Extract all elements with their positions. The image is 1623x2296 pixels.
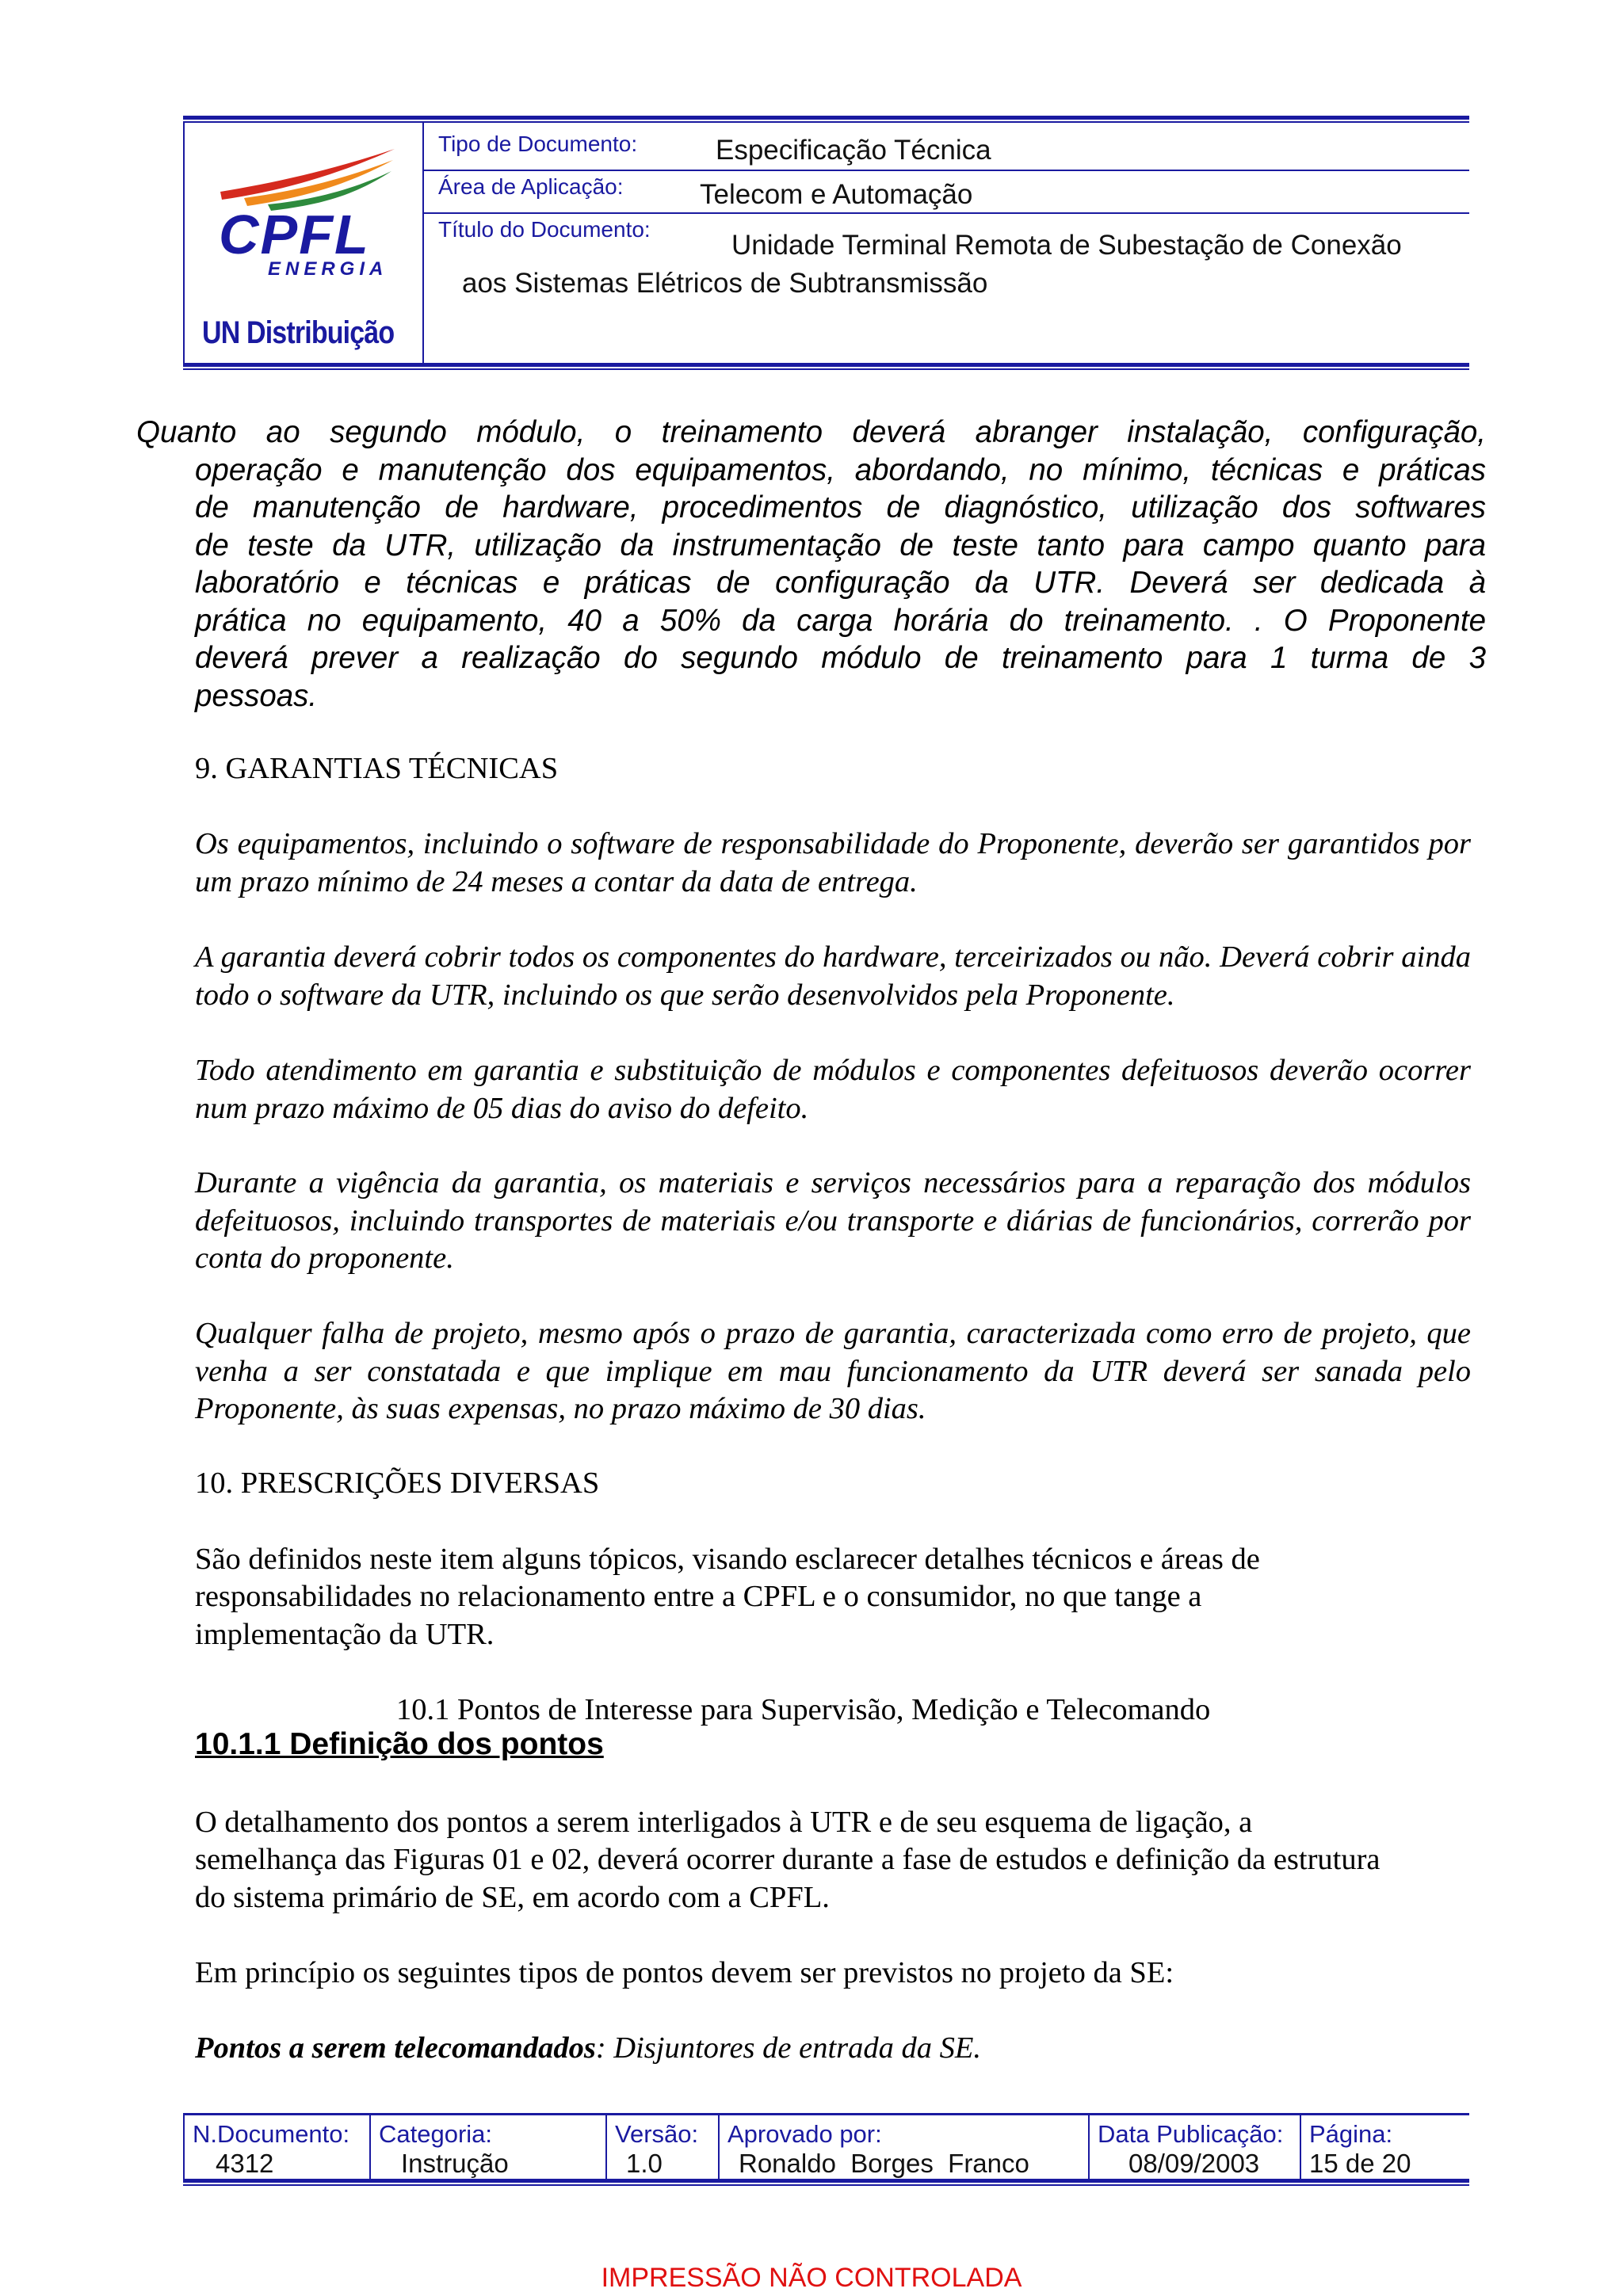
doc-title-line-2: aos Sistemas Elétricos de Subtransmissão bbox=[462, 268, 988, 299]
section-10-1-title: 10.1 Pontos de Interesse para Supervisão, Medição e Telecomando bbox=[396, 1693, 1211, 1726]
footer-col-divider-3 bbox=[718, 2115, 720, 2179]
logo-subtext: ENERGIA bbox=[268, 258, 388, 280]
header-row-rule-2 bbox=[424, 212, 1469, 214]
footer-col-divider-1 bbox=[369, 2115, 371, 2179]
version-label: Versão: bbox=[615, 2120, 699, 2148]
principle-text: Em princípio os seguintes tipos de pontos devem ser previstos no projeto da SE: bbox=[195, 1956, 1174, 1989]
training-line-6: prática no equipamento, 40 a 50% da carga horária do treinamento. . O Proponente bbox=[195, 604, 1486, 638]
footer-col-divider-5 bbox=[1300, 2115, 1301, 2179]
category-label: Categoria: bbox=[379, 2120, 493, 2148]
footer-col-divider-2 bbox=[605, 2115, 607, 2179]
title-label: Título do Documento: bbox=[438, 217, 651, 242]
approved-by-value: Ronaldo Borges Franco bbox=[739, 2149, 1029, 2178]
header-top-rule bbox=[183, 116, 1469, 123]
points-label: Pontos a serem telecomandados bbox=[195, 2031, 596, 2065]
section-9-title: 9. GARANTIAS TÉCNICAS bbox=[195, 752, 559, 785]
publication-date-label: Data Publicação: bbox=[1098, 2120, 1284, 2148]
training-line-7: deverá prever a realização do segundo módulo de treinamento para 1 turma de 3 bbox=[195, 641, 1486, 675]
s9-paragraph-3: Todo atendimento em garantia e substituição de módulos e componentes defeituosos deverão ocorrer num prazo máximo de 05 dias do aviso do defeito. bbox=[195, 1054, 1471, 1125]
doc-type-label: Tipo de Documento: bbox=[438, 132, 638, 156]
points-line bbox=[195, 2030, 981, 2068]
s9-paragraph-5: Qualquer falha de projeto, mesmo após o prazo de garantia, caracterizada como erro de projeto, que venha a ser constatada e que implique em mau funcionamento da UTR deverá ser sanada pelo Proponente, às suas expensas, no prazo máximo de 30 dias. bbox=[195, 1317, 1471, 1425]
training-line-8: pessoas. bbox=[195, 679, 318, 713]
page-number: 15 de 20 bbox=[1309, 2149, 1411, 2178]
s10-1-1-line-2: semelhança das Figuras 01 e 02, deverá ocorrer durante a fase de estudos e definição da estrutura bbox=[195, 1843, 1381, 1876]
training-line-5: laboratório e técnicas e práticas de configuração da UTR. Deverá ser dedicada à bbox=[195, 566, 1486, 600]
s10-1-1-line-1: O detalhamento dos pontos a serem interligados à UTR e de seu esquema de ligação, a bbox=[195, 1806, 1253, 1839]
uncontrolled-print-notice: IMPRESSÃO NÃO CONTROLADA bbox=[601, 2263, 1022, 2293]
training-line-4: de teste da UTR, utilização da instrumentação de teste tanto para campo quanto para bbox=[195, 528, 1486, 563]
logo-wordmark: CPFL bbox=[219, 204, 370, 265]
header-row-rule-1 bbox=[424, 170, 1469, 171]
doc-number-label: N.Documento: bbox=[193, 2120, 350, 2148]
training-line-1: Quanto ao segundo módulo, o treinamento deverá abranger instalação, configuração, bbox=[136, 415, 1486, 449]
s9-paragraph-4: Durante a vigência da garantia, os materiais e serviços necessários para a reparação dos módulos defeituosos, incluindo transportes de materiais e/ou transporte e diárias de funcionários, correrão por conta do proponente. bbox=[195, 1166, 1471, 1275]
training-line-3: de manutenção de hardware, procedimentos de diagnóstico, utilização dos softwares bbox=[195, 490, 1486, 524]
footer-top-rule bbox=[183, 2113, 1469, 2115]
doc-number: 4312 bbox=[216, 2149, 274, 2178]
training-line-2: operação e manutenção dos equipamentos, abordando, no mínimo, técnicas e práticas bbox=[195, 453, 1486, 487]
area-value: Telecom e Automação bbox=[700, 179, 973, 210]
publication-date: 08/09/2003 bbox=[1128, 2149, 1260, 2178]
s9-paragraph-2: A garantia deverá cobrir todos os componentes do hardware, terceirizados ou não. Deverá cobrir ainda todo o software da UTR, incluindo os que serão desenvolvidos pela Proponente. bbox=[195, 940, 1471, 1012]
area-label: Área de Aplicação: bbox=[438, 174, 624, 199]
section-10-1-1-title: 10.1.1 Definição dos pontos bbox=[195, 1727, 604, 1761]
business-unit: UN Distribuição bbox=[202, 315, 395, 350]
footer-col-divider-4 bbox=[1088, 2115, 1090, 2179]
footer-bottom-rule bbox=[183, 2179, 1469, 2186]
header-divider bbox=[422, 123, 424, 363]
header-bottom-rule bbox=[183, 363, 1469, 370]
doc-title-line-1: Unidade Terminal Remota de Subestação de Conexão bbox=[731, 230, 1402, 261]
section-10-title: 10. PRESCRIÇÕES DIVERSAS bbox=[195, 1466, 600, 1500]
s10-line-2: responsabilidades no relacionamento entre a CPFL e o consumidor, no que tange a bbox=[195, 1580, 1202, 1613]
version-value: 1.0 bbox=[626, 2149, 663, 2178]
approved-by-label: Aprovado por: bbox=[727, 2120, 882, 2148]
points-description: : Disjuntores de entrada da SE. bbox=[595, 2031, 982, 2065]
s10-1-1-line-3: do sistema primário de SE, em acordo com a CPFL. bbox=[195, 1881, 830, 1914]
doc-type-value: Especificação Técnica bbox=[716, 135, 991, 166]
s10-line-3: implementação da UTR. bbox=[195, 1618, 495, 1651]
category-value: Instrução bbox=[401, 2149, 509, 2178]
page-label: Página: bbox=[1309, 2120, 1393, 2148]
footer-col-divider-0 bbox=[183, 2115, 185, 2179]
s10-line-1: São definidos neste item alguns tópicos, visando esclarecer detalhes técnicos e áreas de bbox=[195, 1543, 1260, 1576]
header-left-border bbox=[183, 123, 185, 363]
s9-paragraph-1: Os equipamentos, incluindo o software de responsabilidade do Proponente, deverão ser garantidos por um prazo mínimo de 24 meses a contar da data de entrega. bbox=[195, 827, 1471, 898]
cpfl-logo bbox=[212, 143, 403, 285]
